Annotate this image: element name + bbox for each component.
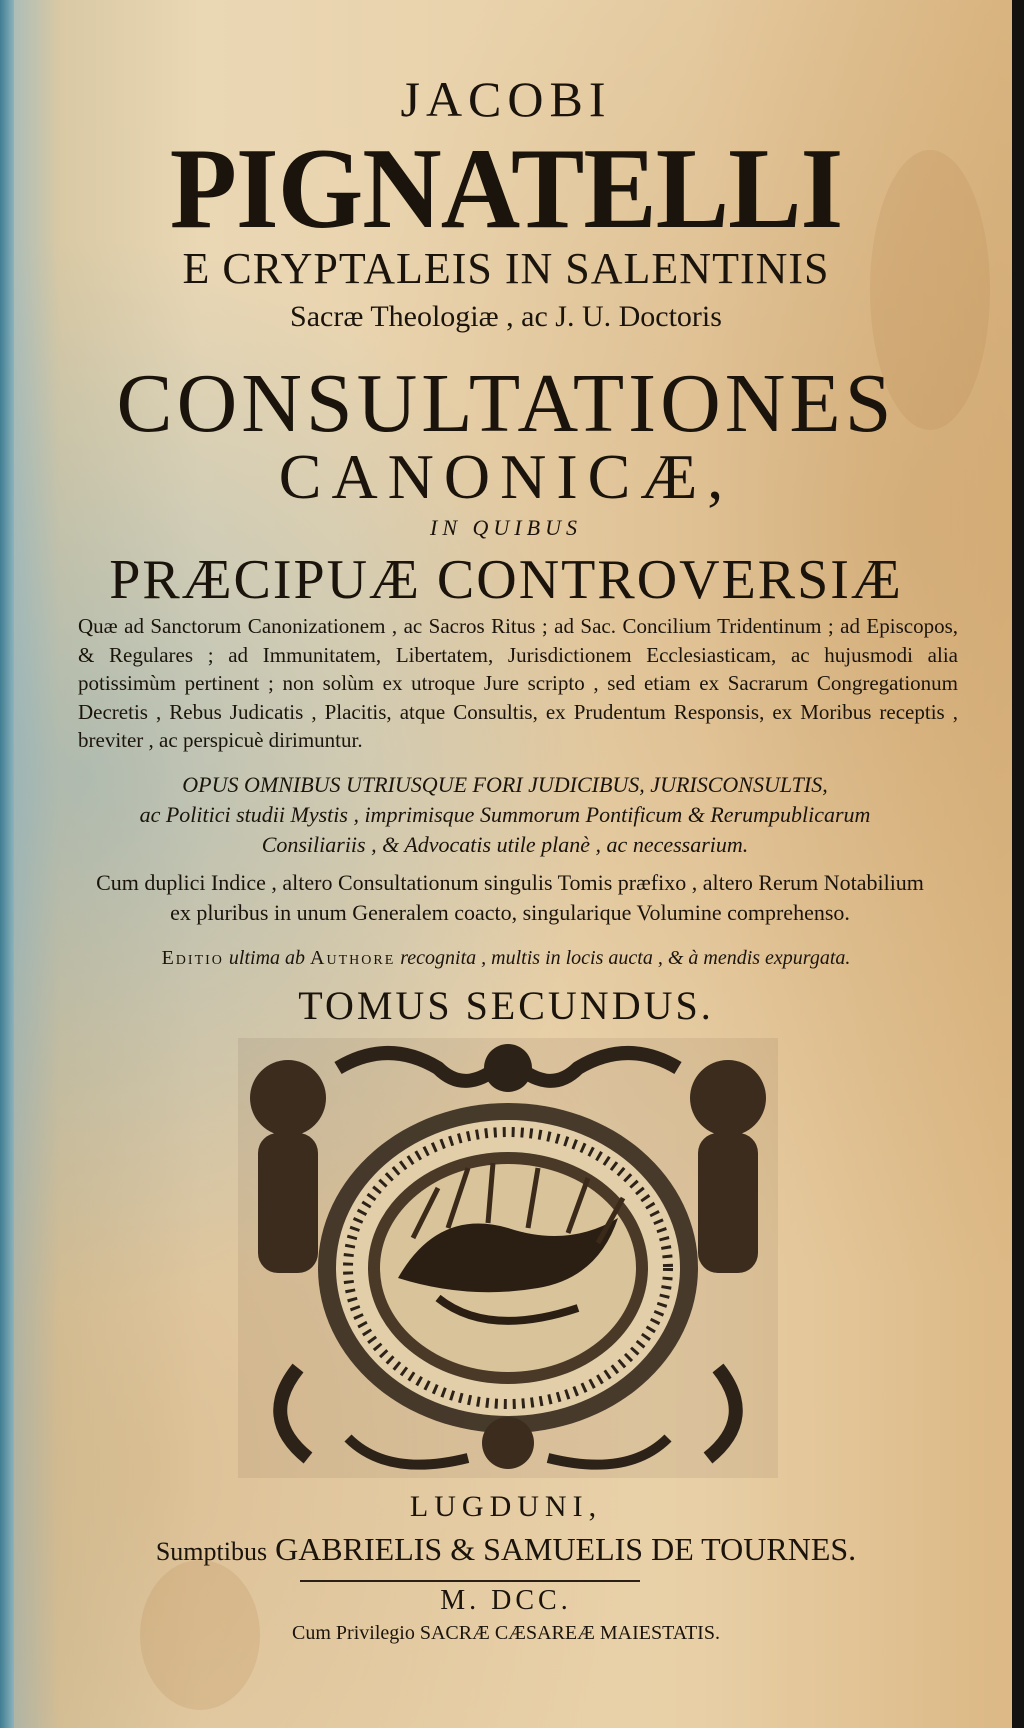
- volume-label: TOMUS SECUNDUS.: [298, 983, 714, 1028]
- printers-device-woodcut: [238, 1038, 778, 1478]
- imprint-publisher: [0, 1531, 1012, 1568]
- in-quibus: IN QUIBUS: [430, 515, 582, 540]
- divider-rule: [300, 1580, 640, 1582]
- opus-line: ac Politici studii Mystis , imprimisque Summorum Pontificum & Rerumpublicarum: [139, 802, 871, 827]
- sumptibus-word: Sumptibus: [155, 1537, 268, 1566]
- imprint-date: M. DCC.: [440, 1585, 572, 1616]
- subtitle: PRÆCIPUÆ CONTROVERSIÆ: [109, 549, 903, 611]
- title-line-1: CONSULTATIONES: [116, 357, 896, 450]
- edition-word: Editio: [161, 947, 224, 969]
- description-paragraph: Quæ ad Sanctorum Canonizationem , ac Sacros Ritus ; ad Sac. Concilium Tridentinum ; ad Episcopos, & Regulares ; ad Immunitatem, Libertatem, Jurisdictionem Ecclesiasticam, ac hujusmodi alia potissimùm pertinent ; non solùm ex utroque Jure scripto , sed etiam ex Sacrarum Congregationum Decretis , Rebus Judicatis , Placitis, atque Consultis, ex Prudentum Responsis, ex Moribus receptis , breviter , ac perspicuè dirimuntur.: [78, 614, 958, 752]
- title-line-2: CANONICÆ,: [278, 441, 734, 512]
- author-first-name: JACOBI: [400, 71, 612, 127]
- edition-text: ultima ab: [228, 947, 306, 969]
- indices-block: [70, 868, 950, 928]
- author-origin: E CRYPTALEIS IN SALENTINIS: [182, 244, 830, 293]
- author-degree: Sacræ Theologiæ , ac J. U. Doctoris: [290, 300, 722, 333]
- book-spine-edge: [0, 0, 14, 1728]
- dark-page-edge: [1012, 0, 1024, 1728]
- opus-block: [50, 770, 960, 860]
- edition-author: Authore: [310, 947, 396, 969]
- opus-line: Consiliariis , & Advocatis utile planè , ac necessarium.: [261, 832, 749, 857]
- indices-line: ex pluribus in unum Generalem coacto, singularique Volumine comprehenso.: [170, 900, 850, 925]
- privilege-statement: Cum Privilegio SACRÆ CÆSAREÆ MAIESTATIS.: [292, 1622, 720, 1644]
- author-last-name: PIGNATELLI: [169, 123, 843, 253]
- imprint-place: LUGDUNI,: [409, 1490, 603, 1523]
- publisher-name: GABRIELIS & SAMUELIS DE TOURNES.: [275, 1531, 857, 1567]
- indices-line: Cum duplici Indice , altero Consultationum singulis Tomis præfixo , altero Rerum Notabilium: [96, 870, 924, 895]
- edition-statement: [0, 947, 1012, 970]
- opus-line: OPUS OMNIBUS UTRIUSQUE FORI JUDICIBUS, JURISCONSULTIS,: [182, 772, 828, 797]
- edition-text: recognita , multis in locis aucta , & à mendis expurgata.: [400, 947, 851, 969]
